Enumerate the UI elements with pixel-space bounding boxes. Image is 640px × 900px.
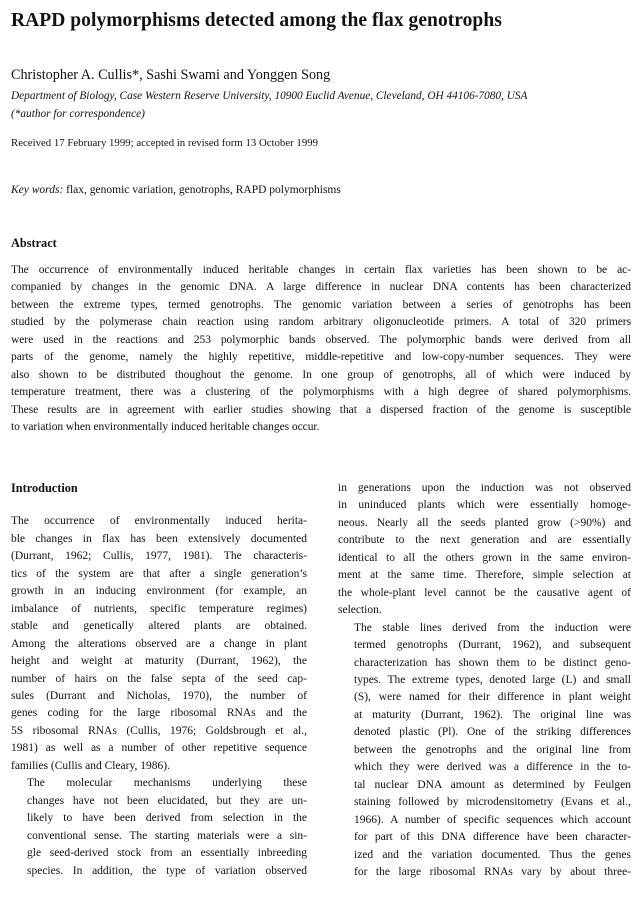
text-line: neous. Nearly all the seeds planted grow (>90%) and xyxy=(338,516,631,529)
text-line: ment at the same time. Therefore, simple selection at xyxy=(338,569,631,582)
text-line: identical to all the others grown in the same environ- xyxy=(338,551,631,564)
text-line: selection. xyxy=(338,604,382,617)
text-line: tics of the system are that after a single generation’s xyxy=(11,567,307,580)
abstract-heading: Abstract xyxy=(11,236,57,250)
text-line: genes coding for the large ribosomal RNAs and the xyxy=(11,707,307,720)
text-line: for the large ribosomal RNAs vary by about three- xyxy=(354,865,631,878)
text-line: ble changes in flax has been extensively documented xyxy=(11,532,307,545)
text-line: denoted plastic (Pl). One of the striking differences xyxy=(354,726,631,739)
text-line: conventional sense. The starting materials were a sin- xyxy=(27,829,307,842)
text-line: These results are in agreement with earlier studies showing that a dispersed fraction of the genome is susceptible xyxy=(11,403,631,416)
paper-title: RAPD polymorphisms detected among the flax genotrophs xyxy=(11,10,502,31)
keywords-text: flax, genomic variation, genotrophs, RAPD polymorphisms xyxy=(63,184,341,196)
text-line: sules (Durrant and Nicholas, 1970), the number of xyxy=(11,689,307,702)
text-line: tal nuclear DNA amount as determined by Feulgen xyxy=(354,778,631,791)
text-line: at maturity (Durrant, 1962). The original line was xyxy=(354,708,631,721)
text-line: imbalance of nutrients, specific temperature regimes) xyxy=(11,602,307,615)
text-line: growth in an inducing environment (for example, an xyxy=(11,585,307,598)
intro-paragraph-1 xyxy=(11,513,307,775)
intro-paragraph-continued xyxy=(338,480,631,620)
text-line: which they were derived was a difference in the to- xyxy=(354,761,631,774)
text-line: height and weight at maturity (Durrant, 1962), the xyxy=(11,655,307,668)
text-line: number of hairs on the false septa of the seed cap- xyxy=(11,672,307,685)
text-line: families (Cullis and Cleary, 1986). xyxy=(11,759,170,772)
text-line: companied by changes in the genomic DNA. A large difference in nuclear DNA contents has been characterized xyxy=(11,281,631,294)
text-line: The molecular mechanisms underlying these xyxy=(27,777,307,790)
left-column xyxy=(11,480,307,880)
text-line: for part of this DNA difference have been character- xyxy=(354,831,631,844)
text-line: also shown to be distributed thoughout the genome. In one group of genotrophs, all of which were induced by xyxy=(11,368,631,381)
text-line: in generations upon the induction was not observed xyxy=(338,482,631,494)
text-line: termed genotrophs (Durrant, 1962), and subsequent xyxy=(354,639,631,652)
introduction-heading: Introduction xyxy=(11,481,78,495)
text-line: to variation when environmentally induced heritable changes occur. xyxy=(11,421,320,434)
text-line: 1981) as well as a number of other repetitive sequence xyxy=(11,742,307,755)
text-line: between the extreme types, termed genotrophs. The genomic variation between a series of genotrophs has been xyxy=(11,298,631,311)
abstract-body xyxy=(11,262,631,437)
text-line: ized and the variation documented. Thus the genes xyxy=(354,848,631,861)
text-line: Among the alterations observed are a change in plant xyxy=(11,637,307,650)
text-line: 5S ribosomal RNAs (Cullis, 1976; Goldsbrough et al., xyxy=(11,724,307,737)
text-line: The occurrence of environmentally induced herita- xyxy=(11,515,307,528)
text-line: in uninduced plants which were essentially homoge- xyxy=(338,499,631,512)
text-line: staining followed by microdensitometry (Evans et al., xyxy=(354,796,631,809)
text-line: between the genotrophs and the original line from xyxy=(354,743,631,756)
text-line: characterization has shown them to be distinct geno- xyxy=(354,656,631,669)
text-line: (Durrant, 1962; Cullis, 1977, 1981). The characteris- xyxy=(11,550,307,563)
text-line: (S), were named for their difference in plant weight xyxy=(354,691,631,704)
text-line: The occurrence of environmentally induced heritable changes in certain flax varieties has been shown to be ac- xyxy=(11,264,631,276)
right-column xyxy=(338,480,631,881)
text-line: stable and genetically altered plants are obtained. xyxy=(11,620,307,633)
affiliation xyxy=(11,88,527,123)
intro-paragraph-3 xyxy=(338,620,631,882)
text-line: temperature treatment, there was a clustering of the polymorphisms with a high degree of shared polymorphisms. xyxy=(11,386,631,399)
text-line: 1966). A number of specific sequences which account xyxy=(354,813,631,826)
text-line: The stable lines derived from the induction were xyxy=(354,621,631,634)
keywords xyxy=(11,184,341,196)
text-line: were used in the reactions and 253 polymorphic bands observed. The polymorphic bands were derived from all xyxy=(11,333,631,346)
text-line: types. The extreme types, denoted large (L) and small xyxy=(354,673,631,686)
author-list: Christopher A. Cullis*, Sashi Swami and Yonggen Song xyxy=(11,67,331,83)
text-line: changes have not been elucidated, but they are un- xyxy=(27,794,307,807)
text-line: contribute to the next generation and are essentially xyxy=(338,534,631,547)
correspondence-note: (*author for correspondence) xyxy=(11,107,145,120)
affiliation-address: Department of Biology, Case Western Reserve University, 10900 Euclid Avenue, Cleveland, OH 44106-7080, USA xyxy=(11,90,528,102)
text-line: likely to have been derived from selection in the xyxy=(27,812,307,825)
text-line: the whole-plant level cannot be the causative agent of xyxy=(338,586,631,599)
text-line: studied by the polymerase chain reaction using random arbitrary oligonucleotide primers. A total of 320 primers xyxy=(11,316,631,329)
text-line: species. In addition, the type of variation observed xyxy=(27,864,307,877)
text-line: gle seed-derived stock from an essentially inbreeding xyxy=(27,847,307,860)
received-dates: Received 17 February 1999; accepted in revised form 13 October 1999 xyxy=(11,137,319,149)
intro-paragraph-2 xyxy=(11,775,307,880)
keywords-label: Key words: xyxy=(11,184,64,196)
text-line: parts of the genome, namely the highly repetitive, middle-repetitive and low-copy-number sequences. They were xyxy=(11,351,631,364)
